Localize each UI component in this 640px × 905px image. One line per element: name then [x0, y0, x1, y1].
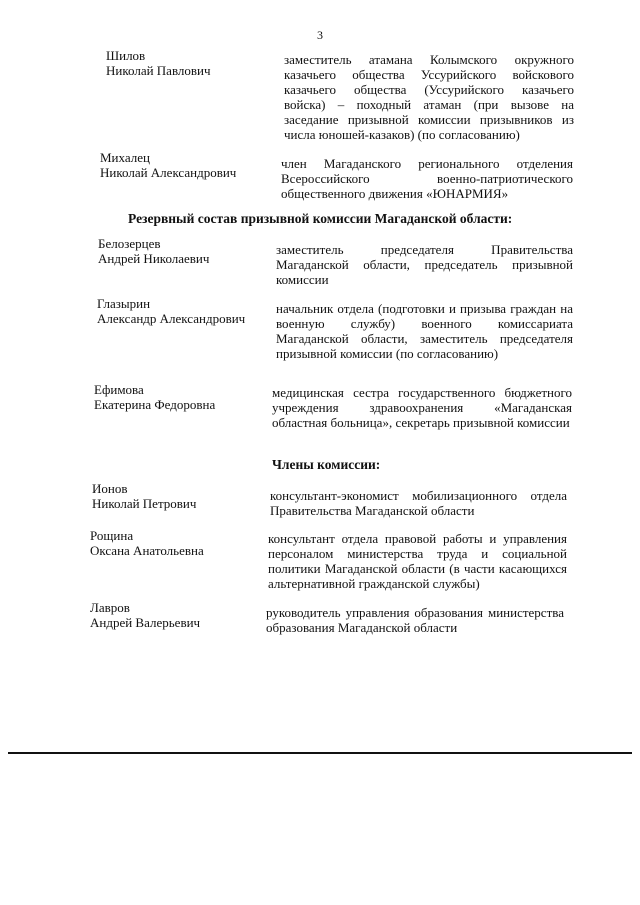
person-given-names: Николай Петрович [92, 496, 197, 511]
person-surname: Глазырин [97, 296, 151, 311]
person-role: заместитель председателя Правительства Магаданской области, председатель призывной комиссии [276, 242, 573, 287]
person-name [94, 382, 215, 412]
person-name [90, 528, 204, 558]
page-number: 3 [317, 28, 323, 42]
person-role: медицинская сестра государственного бюджетного учреждения здравоохранения «Магаданская областная больница», секретарь призывной комиссии [272, 385, 572, 430]
person-role: консультант отдела правовой работы и управления персоналом министерства труда и социальной политики Магаданской области (в части касающихся альтернативной гражданской службы) [268, 531, 567, 591]
person-given-names: Николай Павлович [106, 63, 211, 78]
person-role: начальник отдела (подготовки и призыва граждан на военную службу) военного комиссариата Магаданской области, заместитель председателя призывной комиссии (по согласованию) [276, 301, 573, 361]
person-surname: Шилов [106, 48, 146, 63]
person-given-names: Андрей Валерьевич [90, 615, 201, 630]
person-role: руководитель управления образования министерства образования Магаданской области [266, 605, 564, 635]
person-name [90, 600, 200, 630]
person-surname: Ефимова [94, 382, 144, 397]
person-name [100, 150, 236, 180]
person-role: заместитель атамана Колымского окружного казачьего общества Уссурийского войскового казачьего общества (Уссурийского казачьего войска) – походный атаман (при вызове на заседание призывной комиссии призывников из числа юношей-казаков) (по согласованию) [284, 52, 574, 142]
section-heading: Резервный состав призывной комиссии Магаданской области: [128, 211, 513, 226]
person-role: член Магаданского регионального отделения Всероссийского военно-патриотического общественного движения «ЮНАРМИЯ» [281, 156, 573, 201]
person-name [97, 296, 245, 326]
person-surname: Михалец [100, 150, 150, 165]
person-given-names: Николай Александрович [100, 165, 237, 180]
footer-divider [8, 752, 632, 754]
person-surname: Рощина [90, 528, 134, 543]
person-name [92, 481, 196, 511]
person-surname: Белозерцев [98, 236, 161, 251]
person-role: консультант-экономист мобилизационного отдела Правительства Магаданской области [270, 488, 567, 518]
person-given-names: Андрей Николаевич [98, 251, 210, 266]
person-given-names: Александр Александрович [97, 311, 246, 326]
person-given-names: Екатерина Федоровна [94, 397, 216, 412]
person-name [106, 48, 211, 78]
person-name [98, 236, 209, 266]
person-surname: Лавров [90, 600, 130, 615]
person-surname: Ионов [92, 481, 128, 496]
section-heading: Члены комиссии: [272, 457, 381, 472]
person-given-names: Оксана Анатольевна [90, 543, 204, 558]
